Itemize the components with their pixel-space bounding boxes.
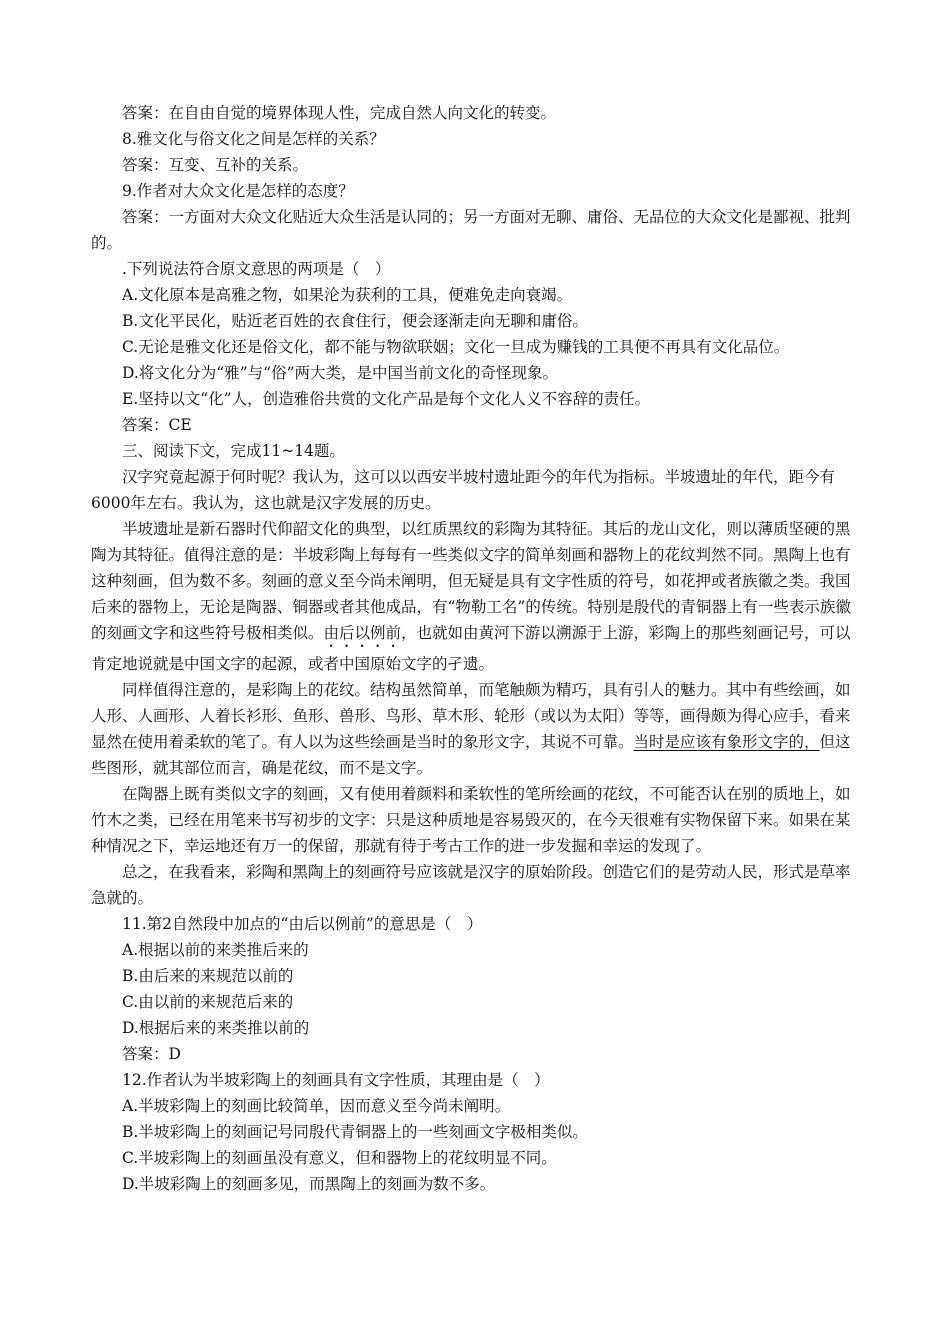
answer-7: 答案：在自由自觉的境界体现人性，完成自然人向文化的转变。 — [122, 104, 557, 122]
underlined-sentence: 当时是应该有象形文字的， — [633, 733, 820, 751]
answer-10: 答案：CE — [122, 416, 192, 434]
question-12: 12.作者认为半坡彩陶上的刻画具有文字性质，其理由是（ ） — [122, 1071, 550, 1089]
question-10-option-b: B.文化平民化，贴近老百姓的衣食住行，便会逐渐走向无聊和庸俗。 — [122, 312, 588, 330]
question-11-option-c: C.由以前的来规范后来的 — [122, 993, 294, 1011]
passage-paragraph-4: 在陶器上既有类似文字的刻画，又有使用着颜料和柔软性的笔所绘画的花纹，不可能否认在别的质地上，如竹木之类，已经在用笔来书写初步的文字：只是这种质地是容易毁灭的，在今天很难有实物保留下来。如果在某种情况之下，幸运地还有万一的保留，那就有待于考古工作的进一步发掘和幸运的发现了。 — [91, 785, 851, 855]
question-11-option-d: D.根据后来的来类推以前的 — [122, 1019, 310, 1037]
question-10: .下列说法符合原文意思的两项是（ ） — [122, 260, 391, 278]
question-10-option-d: D.将文化分为“雅”与“俗”两大类，是中国当前文化的奇怪现象。 — [122, 364, 558, 382]
paragraph-3-text-before: 同样值得注意的，是彩陶上的花纹。结构虽然简单，而笔触颇为精巧，具有引人的魅力。其中有些绘画，如人形、人画形、人着长衫形、鱼形、兽形、鸟形、草木形、轮形（或以为太阳）等等，画得颇为得心应手，看来显然在使用着柔软的笔了。有人以为这些绘画是当时的象形文字，其说不可靠。 — [91, 681, 851, 751]
question-11: 11.第2自然段中加点的“由后以例前”的意思是（ ） — [122, 915, 483, 933]
question-10-option-c: C.无论是雅文化还是俗文化，都不能与物欲联姻；文化一旦成为赚钱的工具便不再具有文化品位。 — [122, 338, 790, 356]
document-body — [91, 100, 861, 1197]
question-8: 8.雅文化与俗文化之间是怎样的关系？ — [122, 130, 385, 148]
answer-8: 答案：互变、互补的关系。 — [122, 156, 309, 174]
paragraph-3-text-after: 但这些图形，就其部位而言，确是花纹，而不是文字。 — [91, 733, 851, 777]
paragraph-2-text-before: 半坡遗址是新石器时代仰韶文化的典型，以红质黑纹的彩陶为其特征。其后的龙山文化，则以薄质坚硬的黑陶为其特征。值得注意的是：半坡彩陶上每每有一些类似文字的简单刻画和器物上的花纹判然不同。黑陶上也有这种刻画，但为数不多。刻画的意义至今尚未阐明，但无疑是具有文字性质的符号，如花押或者族徽之类。我国后来的器物上，无论是陶器、铜器或者其他成品，有“物勒工名”的传统。特别是殷代的青铜器上有一些表示族徽的刻画文字和这些符号极相类似。 — [91, 520, 851, 642]
passage-paragraph-3 — [91, 677, 861, 781]
passage-paragraph-5: 总之，在我看来，彩陶和黑陶上的刻画符号应该就是汉字的原始阶段。创造它们的是劳动人民，形式是草率急就的。 — [91, 863, 851, 907]
passage-paragraph-1: 汉字究竟起源于何时呢？我认为，这可以以西安半坡村遗址距今的年代为指标。半坡遗址的年代，距今有6000年左右。我认为，这也就是汉字发展的历史。 — [91, 468, 836, 512]
answer-9: 答案：一方面对大众文化贴近大众生活是认同的；另一方面对无聊、庸俗、无品位的大众文化是鄙视、批判的。 — [91, 208, 851, 252]
question-10-option-e: E.坚持以文“化”人，创造雅俗共赏的文化产品是每个文化人义不容辞的责任。 — [122, 390, 651, 408]
answer-11: 答案：D — [122, 1045, 181, 1063]
question-12-option-a: A.半坡彩陶上的刻画比较简单，因而意义至今尚未阐明。 — [122, 1097, 511, 1115]
question-11-option-b: B.由后来的来规范以前的 — [122, 967, 294, 985]
section-3-heading: 三、阅读下文，完成11~14题。 — [122, 442, 345, 460]
question-10-option-a: A.文化原本是高雅之物，如果沦为获利的工具，便难免走向衰竭。 — [122, 286, 573, 304]
paragraph-2-text-after: ，也就如由黄河下游以溯源于上游，彩陶上的那些刻画记号，可以肯定地说就是中国文字的起源，或者中国原始文字的孑遗。 — [91, 624, 851, 673]
question-9: 9.作者对大众文化是怎样的态度？ — [122, 182, 354, 200]
question-11-option-a: A.根据以前的来类推后来的 — [122, 941, 309, 959]
question-12-option-c: C.半坡彩陶上的刻画虽没有意义，但和器物上的花纹明显不同。 — [122, 1149, 557, 1167]
passage-paragraph-2 — [91, 516, 861, 677]
question-12-option-d: D.半坡彩陶上的刻画多见，而黑陶上的刻画为数不多。 — [122, 1175, 496, 1193]
question-12-option-b: B.半坡彩陶上的刻画记号同殷代青铜器上的一些刻画文字极相类似。 — [122, 1123, 588, 1141]
dotted-phrase: 由后以例前 — [323, 624, 402, 642]
